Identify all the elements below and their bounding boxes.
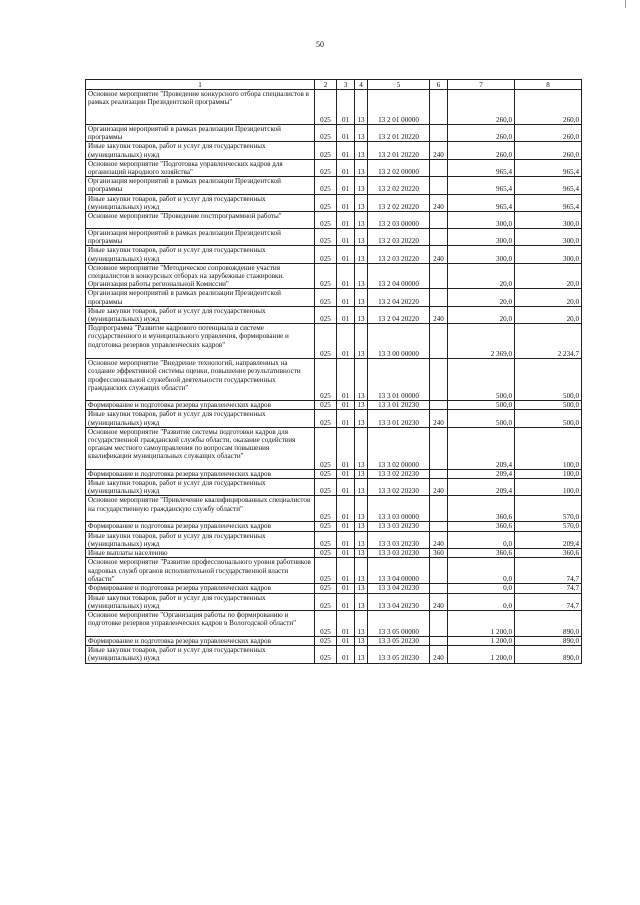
code-subsection: 13 [355,479,368,496]
code-expense-type [430,90,448,125]
amount-year-1: 1 200,0 [448,646,515,663]
code-admin: 025 [315,142,337,159]
table-row [86,636,582,645]
code-subsection: 13 [355,359,368,401]
amount-year-1: 0,0 [448,558,515,584]
row-name: Формирование и подготовка резерва управленческих кадров [86,636,315,645]
amount-year-1: 260,0 [448,142,515,159]
amount-year-2: 74,7 [515,584,582,593]
code-admin: 025 [315,549,337,558]
row-name: Иные выплаты населению [86,549,315,558]
code-subsection: 13 [355,159,368,176]
code-subsection: 13 [355,177,368,194]
code-admin: 025 [315,194,337,211]
code-section: 01 [337,324,355,359]
amount-year-1: 965,4 [448,177,515,194]
code-target: 13 2 04 00000 [368,263,430,289]
header-cell: 2 [315,80,337,90]
amount-year-1: 20,0 [448,289,515,306]
code-target: 13 2 01 20220 [368,142,430,159]
code-target: 13 2 04 20220 [368,289,430,306]
code-subsection: 13 [355,229,368,246]
code-target: 13 3 05 20230 [368,636,430,645]
code-admin: 025 [315,289,337,306]
header-cell: 8 [515,80,582,90]
amount-year-2: 20,0 [515,306,582,323]
amount-year-2: 965,4 [515,159,582,176]
amount-year-2: 20,0 [515,289,582,306]
code-target: 13 3 04 20230 [368,593,430,610]
amount-year-1: 20,0 [448,306,515,323]
code-subsection: 13 [355,469,368,478]
code-subsection: 13 [355,593,368,610]
code-expense-type [430,610,448,636]
table-row [86,558,582,584]
code-admin: 025 [315,263,337,289]
code-expense-type: 240 [430,593,448,610]
amount-year-2: 570,0 [515,496,582,522]
code-subsection: 13 [355,306,368,323]
amount-year-2: 500,0 [515,359,582,401]
row-name: Формирование и подготовка резерва управленческих кадров [86,401,315,410]
code-expense-type [430,324,448,359]
code-admin: 025 [315,359,337,401]
code-admin: 025 [315,324,337,359]
row-name: Формирование и подготовка резерва управленческих кадров [86,469,315,478]
code-section: 01 [337,549,355,558]
table-row [86,90,582,125]
table-row [86,610,582,636]
table-row [86,263,582,289]
code-target: 13 3 01 20230 [368,410,430,427]
code-subsection: 13 [355,246,368,263]
table-row [86,359,582,401]
amount-year-2: 260,0 [515,142,582,159]
table-row [86,496,582,522]
code-subsection: 13 [355,401,368,410]
code-expense-type: 240 [430,142,448,159]
row-name: Основное мероприятие "Проведение конкурсного отбора специалистов в рамках реализации Президентской программы" [86,90,315,125]
table-row [86,159,582,176]
code-section: 01 [337,636,355,645]
code-admin: 025 [315,410,337,427]
row-name: Формирование и подготовка резерва управленческих кадров [86,522,315,531]
table-row [86,410,582,427]
table-row [86,125,582,142]
row-name: Иные закупки товаров, работ и услуг для государственных (муниципальных) нужд [86,531,315,548]
code-admin: 025 [315,427,337,469]
amount-year-2: 74,7 [515,593,582,610]
amount-year-2: 965,4 [515,194,582,211]
amount-year-1: 260,0 [448,90,515,125]
code-expense-type [430,496,448,522]
header-cell: 3 [337,80,355,90]
header-cell: 7 [448,80,515,90]
amount-year-1: 300,0 [448,246,515,263]
code-expense-type [430,289,448,306]
amount-year-2: 890,0 [515,646,582,663]
amount-year-2: 360,6 [515,549,582,558]
row-name: Основное мероприятие "Внедрение технологий, направленных на создание эффективной системы оценки, повышение результативности профессиональной служебной деятельности государственных гражданских служащих области" [86,359,315,401]
code-section: 01 [337,401,355,410]
code-admin: 025 [315,584,337,593]
code-expense-type [430,177,448,194]
code-admin: 025 [315,558,337,584]
code-expense-type [430,125,448,142]
header-row [86,80,582,90]
budget-table [85,79,582,664]
code-target: 13 3 02 20230 [368,469,430,478]
code-subsection: 13 [355,531,368,548]
header-cell: 6 [430,80,448,90]
table-row [86,142,582,159]
code-expense-type [430,401,448,410]
table-row [86,306,582,323]
amount-year-1: 300,0 [448,212,515,229]
amount-year-2: 300,0 [515,246,582,263]
row-name: Организация мероприятий в рамках реализации Президентской программы [86,125,315,142]
row-name: Основное мероприятие "Организация работы по формированию и подготовке резервов управленческих кадров в Вологодской области" [86,610,315,636]
code-expense-type [430,159,448,176]
code-admin: 025 [315,212,337,229]
row-name: Иные закупки товаров, работ и услуг для государственных (муниципальных) нужд [86,246,315,263]
table-row [86,522,582,531]
code-subsection: 13 [355,549,368,558]
table-row [86,194,582,211]
code-subsection: 13 [355,324,368,359]
code-subsection: 13 [355,646,368,663]
code-subsection: 13 [355,212,368,229]
code-admin: 025 [315,636,337,645]
code-section: 01 [337,90,355,125]
code-target: 13 2 01 00000 [368,90,430,125]
code-target: 13 3 01 00000 [368,359,430,401]
code-admin: 025 [315,479,337,496]
code-section: 01 [337,194,355,211]
code-target: 13 3 05 00000 [368,610,430,636]
amount-year-2: 500,0 [515,401,582,410]
table-row [86,469,582,478]
page-number: 50 [316,40,324,49]
code-section: 01 [337,263,355,289]
amount-year-2: 260,0 [515,90,582,125]
code-subsection: 13 [355,427,368,469]
row-name: Иные закупки товаров, работ и услуг для государственных (муниципальных) нужд [86,593,315,610]
amount-year-2: 500,0 [515,410,582,427]
code-section: 01 [337,159,355,176]
code-target: 13 3 03 20230 [368,522,430,531]
code-expense-type: 240 [430,479,448,496]
amount-year-2: 100,0 [515,469,582,478]
code-target: 13 2 03 20220 [368,246,430,263]
amount-year-2: 890,0 [515,610,582,636]
code-target: 13 2 02 20220 [368,177,430,194]
table-row [86,593,582,610]
code-admin: 025 [315,522,337,531]
code-section: 01 [337,289,355,306]
code-section: 01 [337,479,355,496]
amount-year-1: 260,0 [448,125,515,142]
row-name: Формирование и подготовка резерва управленческих кадров [86,584,315,593]
code-expense-type: 240 [430,246,448,263]
code-target: 13 2 02 00000 [368,159,430,176]
code-subsection: 13 [355,90,368,125]
code-section: 01 [337,410,355,427]
amount-year-2: 890,0 [515,636,582,645]
code-admin: 025 [315,531,337,548]
code-section: 01 [337,306,355,323]
table-row [86,427,582,469]
table-row [86,401,582,410]
amount-year-2: 20,0 [515,263,582,289]
table-row [86,549,582,558]
amount-year-1: 965,4 [448,194,515,211]
row-name: Иные закупки товаров, работ и услуг для государственных (муниципальных) нужд [86,410,315,427]
code-subsection: 13 [355,289,368,306]
code-admin: 025 [315,593,337,610]
code-expense-type [430,522,448,531]
code-section: 01 [337,125,355,142]
header-cell: 1 [86,80,315,90]
row-name: Основное мероприятие "Привлечение квалифицированных специалистов на государственную гражданскую службу области" [86,496,315,522]
code-target: 13 2 03 20220 [368,229,430,246]
code-section: 01 [337,359,355,401]
table-row [86,531,582,548]
amount-year-2: 74,7 [515,558,582,584]
code-section: 01 [337,558,355,584]
code-subsection: 13 [355,610,368,636]
code-target: 13 3 03 00000 [368,496,430,522]
table-row [86,479,582,496]
code-subsection: 13 [355,142,368,159]
code-expense-type [430,636,448,645]
table-row [86,324,582,359]
header-cell: 5 [368,80,430,90]
code-target: 13 3 03 20230 [368,531,430,548]
amount-year-2: 300,0 [515,212,582,229]
row-name: Организация мероприятий в рамках реализации Президентской программы [86,289,315,306]
code-subsection: 13 [355,522,368,531]
code-target: 13 2 03 00000 [368,212,430,229]
row-name: Иные закупки товаров, работ и услуг для государственных (муниципальных) нужд [86,194,315,211]
table-row [86,289,582,306]
code-target: 13 3 04 20230 [368,584,430,593]
code-expense-type: 240 [430,306,448,323]
code-section: 01 [337,531,355,548]
amount-year-1: 20,0 [448,263,515,289]
code-section: 01 [337,496,355,522]
code-target: 13 3 01 20230 [368,401,430,410]
amount-year-2: 965,4 [515,177,582,194]
code-subsection: 13 [355,636,368,645]
amount-year-1: 500,0 [448,410,515,427]
amount-year-1: 300,0 [448,229,515,246]
code-section: 01 [337,584,355,593]
code-section: 01 [337,427,355,469]
amount-year-1: 0,0 [448,584,515,593]
code-expense-type: 240 [430,646,448,663]
amount-year-2: 260,0 [515,125,582,142]
header-cell: 4 [355,80,368,90]
code-expense-type [430,427,448,469]
table-row [86,229,582,246]
code-section: 01 [337,142,355,159]
amount-year-1: 209,4 [448,469,515,478]
code-expense-type: 240 [430,410,448,427]
code-target: 13 3 04 00000 [368,558,430,584]
amount-year-1: 360,6 [448,496,515,522]
row-name: Иные закупки товаров, работ и услуг для государственных (муниципальных) нужд [86,142,315,159]
code-subsection: 13 [355,125,368,142]
row-name: Организация мероприятий в рамках реализации Президентской программы [86,177,315,194]
code-subsection: 13 [355,496,368,522]
amount-year-1: 0,0 [448,593,515,610]
row-name: Основное мероприятие "Развитие профессионального уровня работников кадровых служб органов исполнительной государственной власти области" [86,558,315,584]
amount-year-1: 360,6 [448,522,515,531]
amount-year-2: 100,0 [515,479,582,496]
code-subsection: 13 [355,410,368,427]
code-admin: 025 [315,401,337,410]
table-row [86,177,582,194]
code-section: 01 [337,212,355,229]
code-admin: 025 [315,125,337,142]
table-row [86,646,582,663]
code-expense-type [430,359,448,401]
code-section: 01 [337,469,355,478]
code-target: 13 2 01 20220 [368,125,430,142]
amount-year-1: 209,4 [448,479,515,496]
code-admin: 025 [315,496,337,522]
row-name: Основное мероприятие "Развитие системы подготовки кадров для государственной гражданской службы области, оказание содействия органам местного самоуправления по вопросам повышения квалификации муниципальных служащих области" [86,427,315,469]
row-name: Подпрограмма "Развитие кадрового потенциала в системе государственного и муниципального управления, формирование и подготовка резервов управленческих кадров" [86,324,315,359]
code-target: 13 2 04 20220 [368,306,430,323]
code-admin: 025 [315,159,337,176]
code-section: 01 [337,522,355,531]
code-section: 01 [337,610,355,636]
code-target: 13 3 02 20230 [368,479,430,496]
code-target: 13 3 02 00000 [368,427,430,469]
row-name: Иные закупки товаров, работ и услуг для государственных (муниципальных) нужд [86,306,315,323]
amount-year-2: 2 234,7 [515,324,582,359]
code-subsection: 13 [355,263,368,289]
code-expense-type [430,229,448,246]
amount-year-2: 209,4 [515,531,582,548]
amount-year-1: 2 369,0 [448,324,515,359]
code-expense-type [430,469,448,478]
amount-year-1: 0,0 [448,531,515,548]
code-section: 01 [337,646,355,663]
code-expense-type [430,558,448,584]
code-target: 13 3 05 20230 [368,646,430,663]
code-admin: 025 [315,246,337,263]
amount-year-1: 360,6 [448,549,515,558]
table-body [86,90,582,664]
table-row [86,584,582,593]
code-target: 13 3 00 00000 [368,324,430,359]
table-row [86,246,582,263]
code-admin: 025 [315,306,337,323]
amount-year-1: 1 200,0 [448,610,515,636]
code-target: 13 2 02 20220 [368,194,430,211]
amount-year-1: 209,4 [448,427,515,469]
code-admin: 025 [315,229,337,246]
corner-mark [625,0,626,8]
code-section: 01 [337,593,355,610]
code-expense-type: 360 [430,549,448,558]
code-expense-type [430,584,448,593]
amount-year-1: 500,0 [448,401,515,410]
code-subsection: 13 [355,584,368,593]
code-admin: 025 [315,610,337,636]
row-name: Основное мероприятие "Проведение постпрограммной работы" [86,212,315,229]
code-section: 01 [337,229,355,246]
amount-year-2: 570,0 [515,522,582,531]
code-expense-type: 240 [430,531,448,548]
amount-year-2: 300,0 [515,229,582,246]
code-admin: 025 [315,90,337,125]
code-admin: 025 [315,469,337,478]
code-section: 01 [337,177,355,194]
code-expense-type [430,263,448,289]
code-admin: 025 [315,646,337,663]
code-subsection: 13 [355,194,368,211]
code-section: 01 [337,246,355,263]
row-name: Иные закупки товаров, работ и услуг для государственных (муниципальных) нужд [86,479,315,496]
row-name: Иные закупки товаров, работ и услуг для государственных (муниципальных) нужд [86,646,315,663]
amount-year-1: 965,4 [448,159,515,176]
code-expense-type [430,212,448,229]
table-row [86,212,582,229]
code-subsection: 13 [355,558,368,584]
row-name: Организация мероприятий в рамках реализации Президентской программы [86,229,315,246]
row-name: Основное мероприятие "Методическое сопровождение участия специалистов в конкурсных отборах на зарубежные стажировки. Организация работы региональной Комиссии" [86,263,315,289]
amount-year-1: 500,0 [448,359,515,401]
code-expense-type: 240 [430,194,448,211]
row-name: Основное мероприятие "Подготовка управленческих кадров для организаций народного хозяйства" [86,159,315,176]
table-header [86,80,582,90]
amount-year-2: 100,0 [515,427,582,469]
code-target: 13 3 03 20230 [368,549,430,558]
amount-year-1: 1 200,0 [448,636,515,645]
code-admin: 025 [315,177,337,194]
